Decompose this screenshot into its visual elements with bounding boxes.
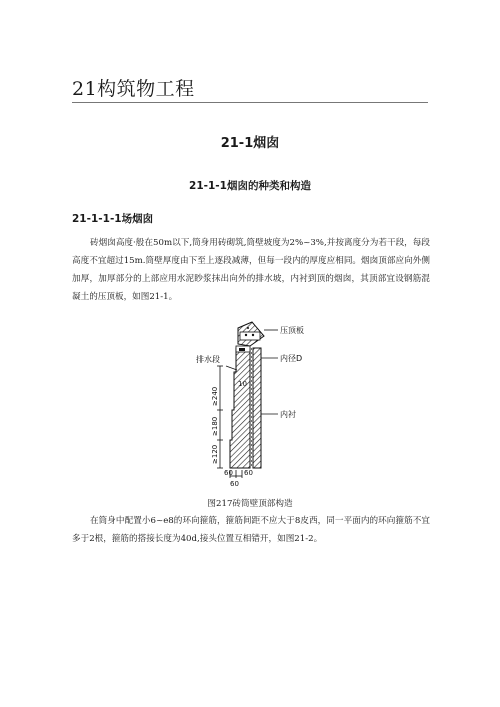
subsubsection-title: 21-1-1-1场烟囱 [72, 213, 154, 225]
dim-180: ≥180 [211, 416, 219, 436]
chimney-top-figure [160, 318, 340, 490]
dim-60-left: 60 [224, 469, 233, 477]
chimney-top-drawing [160, 318, 340, 490]
dim-240: ≥240 [211, 386, 219, 406]
paragraph-brick-chimney: 砖烟囱高度·般在50m以下,筒身用砖砌筑,筒壁坡度为2%~3%,并按离度分为若干段，每段高度不宜超过15m.筒壁厚度由下至上逐段减薄，但每一段内的厚度应相同。烟囱顶部应向外侧加厚，加厚部分的上部应用水泥眇浆抹出向外的排水坡，内衬到顶的烟囱，其顶部宜设钢筋混凝土的压顶板，如图21-1。 [72, 238, 430, 302]
label-inner-diameter: 内径D [280, 354, 303, 363]
chapter-title: 21构筑物工程 [72, 78, 195, 100]
section-title: 21-1烟囱 [220, 136, 280, 151]
brick-wall [230, 346, 250, 468]
inner-lining [252, 348, 262, 468]
dim-10: 10 [238, 380, 247, 388]
subsection-title: 21-1-1烟囱的种类和构造 [189, 180, 311, 192]
dim-60-right: 60 [244, 469, 253, 477]
capping-plate [238, 322, 264, 346]
title-divider [72, 102, 428, 103]
label-lining: 内衬 [280, 410, 296, 419]
figure-caption: 图217砖筒壁顶部构造 [207, 499, 293, 509]
paragraph-hoop-rebar: 在筒身中配置小6~e8的环向箍筋，箍筋间距不应大于8皮西，同一平面内的环向箍筋不宜多于2根，箍筋的搭接长度为40d,接头位置互相错开，如图21-2。 [72, 516, 430, 544]
dim-120: ≥120 [211, 444, 219, 464]
dim-60-bottom: 60 [230, 480, 239, 488]
label-top-plate: 压顶板 [280, 326, 304, 335]
label-drain: 排水段 [196, 355, 220, 364]
